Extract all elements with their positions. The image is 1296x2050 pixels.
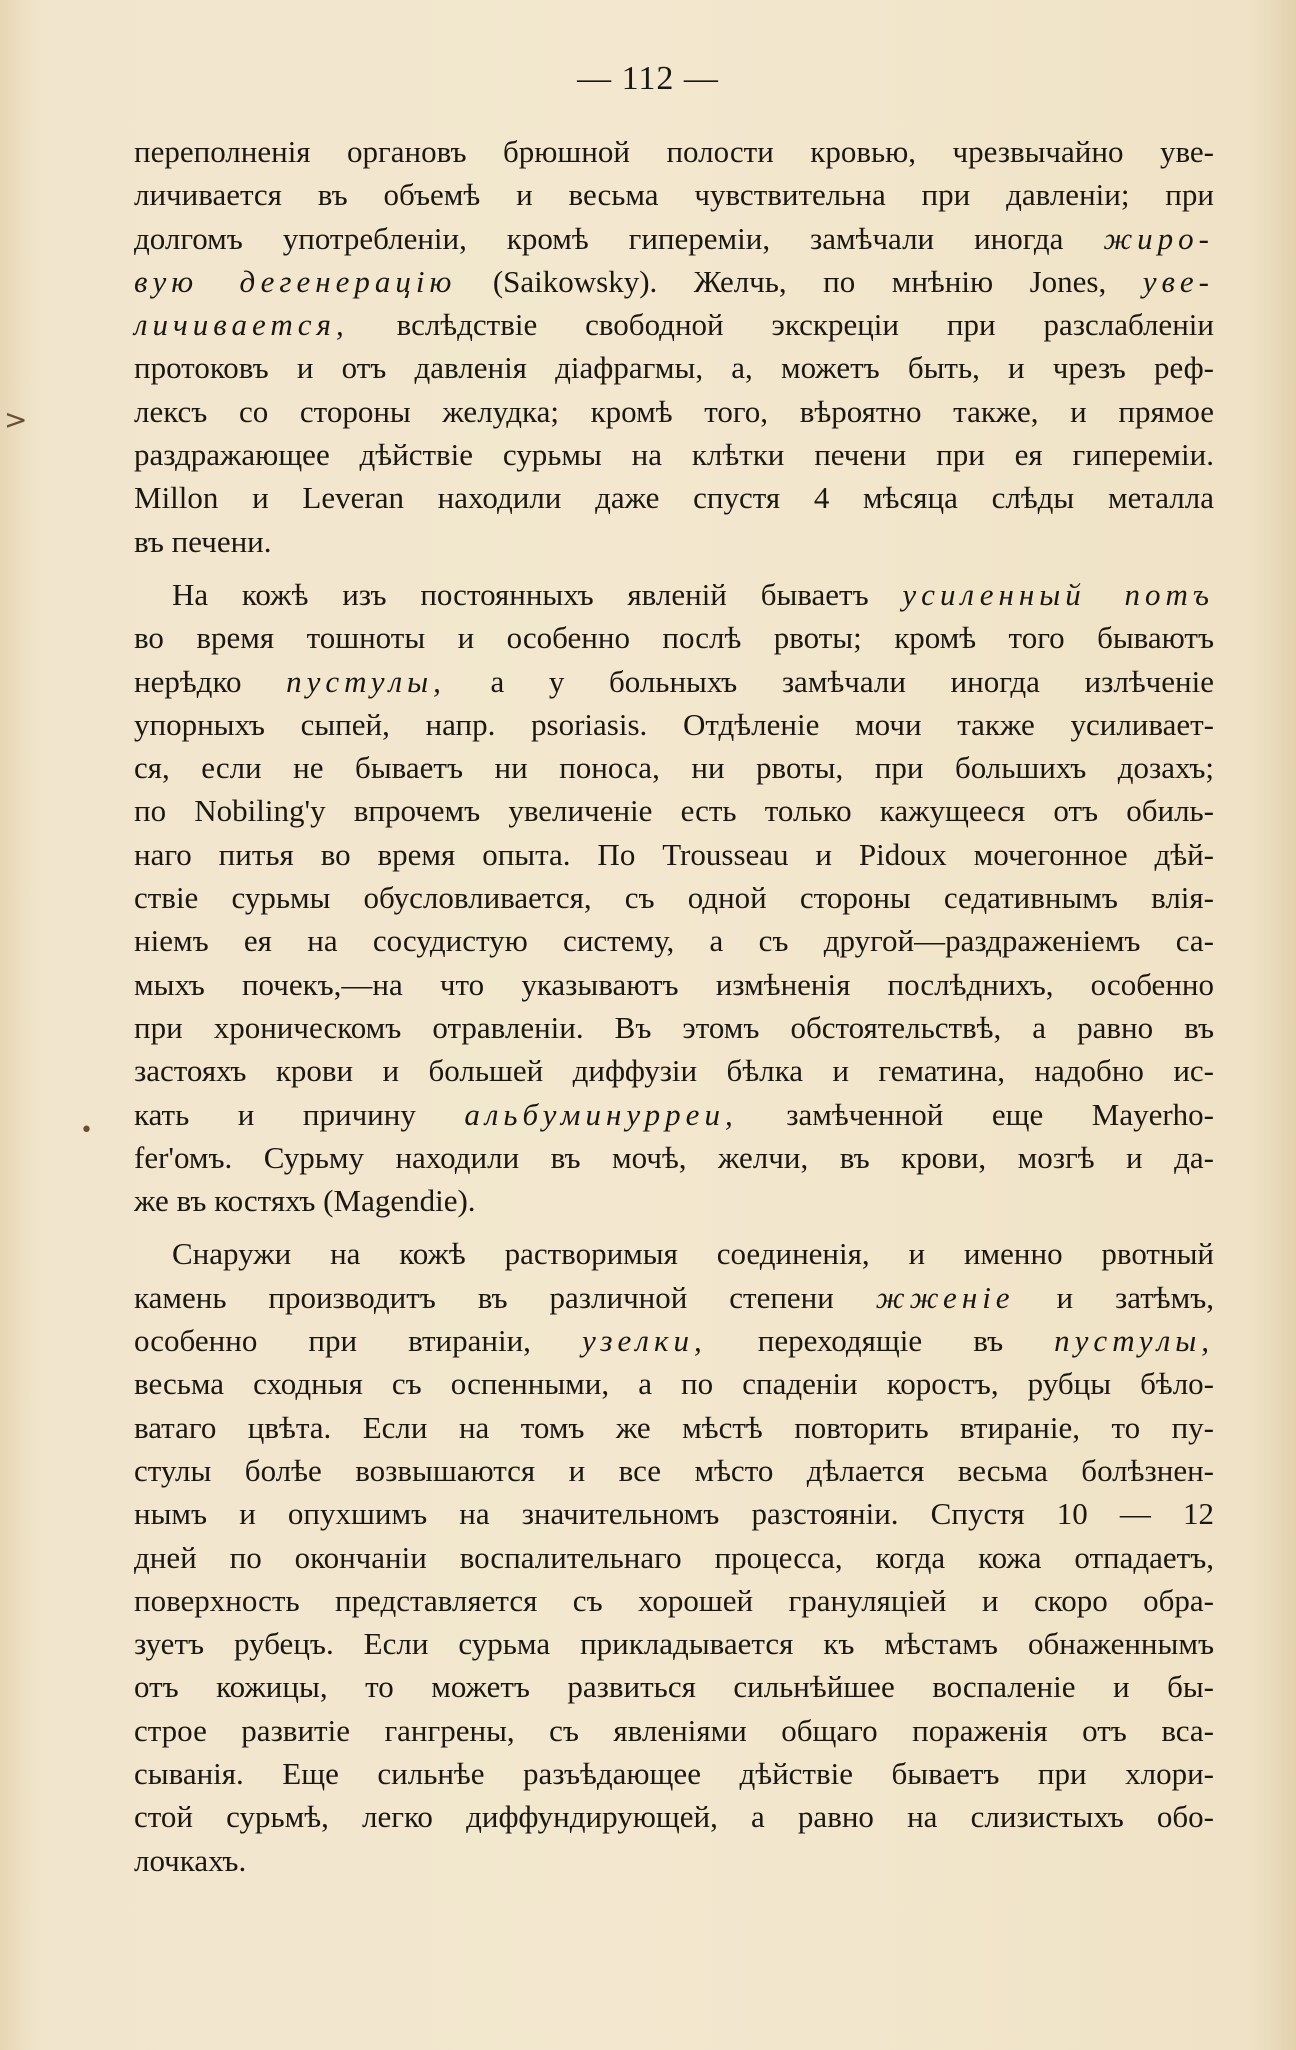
text-run: ніемъ ея на сосудистую систему, а съ другой—раздраженіемъ са- (134, 923, 1214, 959)
text-run: нерѣдко (134, 663, 287, 699)
body-text (134, 130, 1214, 1892)
text-run: дней по окончаніи воспалительнаго процесса, когда кожа отпадаетъ, (134, 1539, 1214, 1575)
text-line (134, 433, 1214, 476)
spaced-emphasis: узелки, (582, 1323, 707, 1359)
text-run: и затѣмъ, (1014, 1279, 1214, 1315)
spaced-emphasis: уве- (1142, 263, 1215, 299)
text-line (134, 346, 1214, 389)
text-run: а у больныхъ замѣчали иногда излѣченіе (445, 663, 1214, 699)
text-run: зуетъ рубецъ. Если сурьма прикладывается къ мѣстамъ обнаженнымъ (134, 1626, 1214, 1662)
text-run: стулы болѣе возвышаются и все мѣсто дѣлается весьма болѣзнен- (134, 1452, 1214, 1488)
text-line (134, 217, 1214, 260)
spaced-emphasis: личивается, (134, 307, 349, 343)
text-run: лексъ со стороны желудка; кромѣ того, вѣроятно также, и прямое (134, 393, 1214, 429)
text-line (134, 616, 1214, 659)
text-line (134, 1276, 1214, 1319)
text-run: наго питья во время опыта. По Trousseau и Pidoux мочегонное дѣй- (134, 836, 1214, 872)
text-run: долгомъ употребленіи, кромѣ гипереміи, замѣчали иногда (134, 220, 1104, 256)
paragraph (134, 1232, 1214, 1881)
margin-dot-mark: • (80, 1118, 93, 1143)
spaced-emphasis: пустулы, (1054, 1323, 1214, 1359)
text-run: личивается въ объемѣ и весьма чувствительна при давленіи; при (134, 177, 1214, 213)
text-run: застояхъ крови и большей диффузіи бѣлка и гематина, надобно ис- (134, 1053, 1214, 1089)
spaced-emphasis: жженіе (875, 1279, 1015, 1315)
text-line (134, 1319, 1214, 1362)
text-line (134, 963, 1214, 1006)
text-run: при хроническомъ отравленіи. Въ этомъ обстоятельствѣ, а равно въ (134, 1009, 1214, 1045)
text-run: сыванія. Еще сильнѣе разъѣдающее дѣйствіе бываетъ при хлори- (134, 1755, 1214, 1791)
text-line (134, 260, 1214, 303)
text-run: упорныхъ сыпей, напр. psoriasis. Отдѣленіе мочи также усиливает- (134, 706, 1214, 742)
text-run: въ печени. (134, 523, 272, 559)
paragraph (134, 130, 1214, 563)
text-run: раздражающее дѣйствіе сурьмы на клѣтки печени при ея гипереміи. (134, 437, 1214, 473)
text-run: строе развитіе гангрены, съ явленіями общаго пораженія отъ вса- (134, 1712, 1214, 1748)
text-run: На кожѣ изъ постоянныхъ явленій бываетъ (172, 576, 903, 612)
text-line (134, 1795, 1214, 1838)
text-run: ватаго цвѣта. Если на томъ же мѣстѣ повторить втираніе, то пу- (134, 1409, 1214, 1445)
text-run: поверхность представляется съ хорошей грануляціей и скоро обра- (134, 1582, 1214, 1618)
paragraph (134, 573, 1214, 1222)
text-line (134, 520, 1214, 563)
text-run: отъ кожицы, то можетъ развиться сильнѣйшее воспаленіе и бы- (134, 1669, 1214, 1705)
text-line (134, 1622, 1214, 1665)
text-run: стой сурьмѣ, легко диффундирующей, а равно на слизистыхъ обо- (134, 1799, 1214, 1835)
text-line (134, 1006, 1214, 1049)
text-run: камень производитъ въ различной степени (134, 1279, 876, 1315)
text-line (134, 1093, 1214, 1136)
text-line (134, 173, 1214, 216)
text-line (134, 130, 1214, 173)
text-line (134, 573, 1214, 616)
spaced-emphasis: вую дегенерацію (134, 263, 457, 299)
text-run: замѣченной еще Mayerho- (737, 1096, 1214, 1132)
text-line (134, 919, 1214, 962)
text-line (134, 1579, 1214, 1622)
text-run: протоковъ и отъ давленія діафрагмы, а, можетъ быть, и чрезъ реф- (134, 350, 1214, 386)
text-line (134, 1709, 1214, 1752)
text-run: же въ костяхъ (Magendie). (134, 1183, 476, 1219)
text-run: особенно при втираніи, (134, 1323, 582, 1359)
text-run: (Saikowsky). Желчь, по мнѣнію Jones, (456, 263, 1143, 299)
text-run: нымъ и опухшимъ на значительномъ разстояніи. Спустя 10 — 12 (134, 1496, 1214, 1532)
text-line (134, 1536, 1214, 1579)
text-line (134, 1406, 1214, 1449)
text-line (134, 1049, 1214, 1092)
text-run: fer'омъ. Сурьму находили въ мочѣ, желчи, въ крови, мозгѣ и да- (134, 1139, 1214, 1175)
text-line (134, 1362, 1214, 1405)
text-line (134, 1492, 1214, 1535)
text-run: во время тошноты и особенно послѣ рвоты; кромѣ того бываютъ (134, 620, 1214, 656)
text-line (134, 1179, 1214, 1222)
text-line (134, 1665, 1214, 1708)
spaced-emphasis: жиро- (1103, 220, 1214, 256)
text-line (134, 390, 1214, 433)
text-run: лочкахъ. (134, 1842, 247, 1878)
text-run: весьма сходныя съ оспенными, а по спаденіи коростъ, рубцы бѣло- (134, 1366, 1214, 1402)
text-line (134, 303, 1214, 346)
text-line (134, 1232, 1214, 1275)
text-run: переходящіе въ (706, 1323, 1055, 1359)
text-run: по Nobiling'у впрочемъ увеличеніе есть только кажущееся отъ обиль- (134, 793, 1214, 829)
spaced-emphasis: усиленный потъ (902, 576, 1215, 612)
text-run: ся, если не бываетъ ни поноса, ни рвоты, при большихъ дозахъ; (134, 750, 1214, 786)
margin-chevron-mark: > (4, 403, 28, 436)
text-line (134, 476, 1214, 519)
text-run: мыхъ почекъ,—на что указываютъ измѣненія послѣднихъ, особенно (134, 966, 1214, 1002)
text-line (134, 876, 1214, 919)
spaced-emphasis: пустулы, (286, 663, 446, 699)
text-line (134, 1839, 1214, 1882)
text-line (134, 746, 1214, 789)
text-line (134, 660, 1214, 703)
text-line (134, 703, 1214, 746)
text-line (134, 1752, 1214, 1795)
page-number: — 112 — (577, 60, 719, 97)
text-run: переполненія органовъ брюшной полости кровью, чрезвычайно уве- (134, 134, 1214, 169)
text-run: вслѣдствіе свободной экскреціи при разслабленіи (348, 307, 1214, 343)
text-run: ствіе сурьмы обусловливается, съ одной стороны седативнымъ влія- (134, 880, 1214, 916)
text-line (134, 833, 1214, 876)
text-line (134, 1136, 1214, 1179)
text-run: кать и причину (134, 1096, 465, 1132)
text-line (134, 1449, 1214, 1492)
spaced-emphasis: альбуминурреи, (464, 1096, 738, 1132)
text-run: Millon и Leveran находили даже спустя 4 мѣсяца слѣды металла (134, 480, 1214, 516)
text-line (134, 789, 1214, 832)
text-run: Снаружи на кожѣ растворимыя соединенія, и именно рвотный (172, 1236, 1214, 1272)
